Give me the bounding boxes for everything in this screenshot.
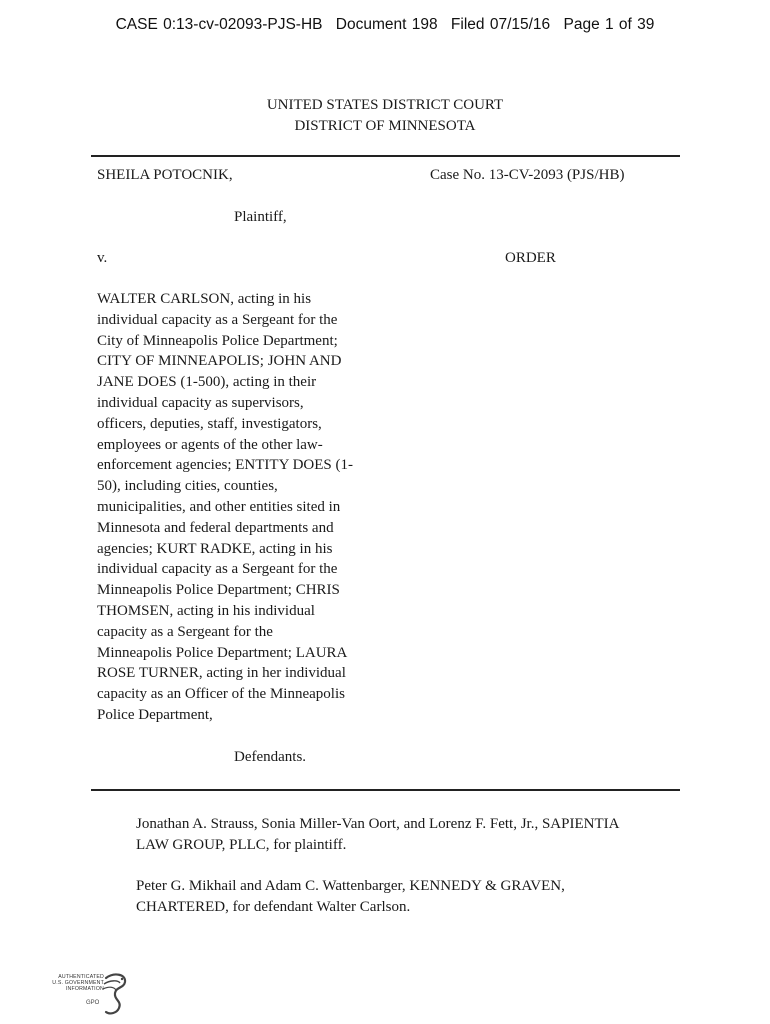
- defendants-line: officers, deputies, staff, investigators,: [97, 415, 322, 432]
- defendants-line: agencies; KURT RADKE, acting in his: [97, 540, 333, 557]
- filed-date: Filed 07/15/16: [450, 16, 551, 33]
- order-title: ORDER: [505, 250, 556, 266]
- defendants-line: capacity as a Sergeant for the: [97, 623, 273, 640]
- counsel-line: CHARTERED, for defendant Walter Carlson.: [136, 899, 411, 915]
- gpo-authentication-seal: [42, 970, 132, 1018]
- page-indicator: Page 1 of 39: [563, 16, 655, 33]
- defendants-line: individual capacity as a Sergeant for the: [97, 561, 338, 578]
- versus: v.: [97, 250, 108, 266]
- caption-top-rule: [91, 155, 680, 157]
- defendants-line: City of Minneapolis Police Department;: [97, 332, 338, 349]
- defendants-block: [97, 289, 382, 726]
- defendants-line: WALTER CARLSON, acting in his: [97, 291, 312, 307]
- gpo-label: GPO: [86, 1000, 100, 1006]
- court-title: [0, 95, 770, 137]
- caption-bottom-rule: [91, 789, 680, 791]
- defendants-line: individual capacity as a Sergeant for the: [97, 311, 338, 328]
- defendant-counsel: [136, 876, 696, 918]
- defendants-line: enforcement agencies; ENTITY DOES (1-: [97, 457, 354, 474]
- eagle-icon: [100, 970, 130, 1016]
- defendants-line: Police Department,: [97, 706, 213, 723]
- seal-text: AUTHENTICATED U.S. GOVERNMENT INFORMATION: [52, 974, 104, 993]
- defendants-line: THOMSEN, acting in his individual: [97, 602, 315, 619]
- defendants-line: Minneapolis Police Department; LAURA: [97, 644, 348, 661]
- plaintiff-role: Plaintiff,: [234, 209, 287, 225]
- case-number-header: CASE 0:13-cv-02093-PJS-HB: [115, 16, 323, 33]
- defendants-line: 50), including cities, counties,: [97, 478, 278, 495]
- defendants-line: CITY OF MINNEAPOLIS; JOHN AND: [97, 353, 342, 370]
- ecf-header: [0, 16, 770, 34]
- plaintiff-name: SHEILA POTOCNIK,: [97, 167, 233, 183]
- defendants-line: municipalities, and other entities sited in: [97, 498, 341, 515]
- counsel-line: Jonathan A. Strauss, Sonia Miller-Van Oort, and Lorenz F. Fett, Jr., SAPIENTIA: [136, 816, 620, 832]
- defendants-line: Minnesota and federal departments and: [97, 519, 334, 536]
- plaintiff-counsel: [136, 814, 696, 856]
- defendants-line: employees or agents of the other law-: [97, 436, 323, 453]
- case-number: Case No. 13-CV-2093 (PJS/HB): [430, 167, 625, 183]
- document-number: Document 198: [335, 16, 438, 33]
- court-name: UNITED STATES DISTRICT COURT: [266, 97, 504, 113]
- defendants-role: Defendants.: [234, 749, 307, 765]
- defendants-line: JANE DOES (1-500), acting in their: [97, 374, 317, 391]
- court-district: DISTRICT OF MINNESOTA: [294, 118, 476, 134]
- defendants-line: individual capacity as supervisors,: [97, 394, 304, 411]
- defendants-line: capacity as an Officer of the Minneapolis: [97, 686, 345, 703]
- defendants-line: ROSE TURNER, acting in her individual: [97, 665, 346, 682]
- defendants-line: Minneapolis Police Department; CHRIS: [97, 582, 340, 599]
- counsel-line: Peter G. Mikhail and Adam C. Wattenbarger, KENNEDY & GRAVEN,: [136, 878, 565, 894]
- counsel-line: LAW GROUP, PLLC, for plaintiff.: [136, 837, 347, 853]
